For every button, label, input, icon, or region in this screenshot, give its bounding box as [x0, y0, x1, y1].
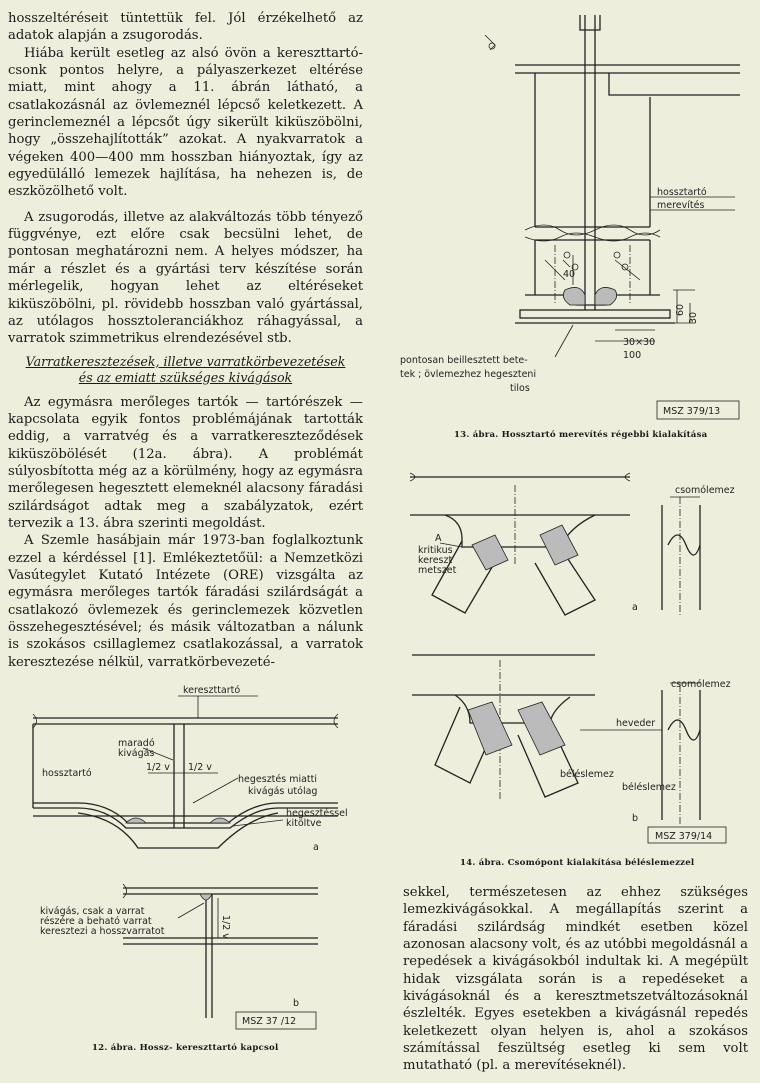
figure-14-label: csomólemez: [671, 679, 731, 690]
figure-12-label: 1/2 v: [146, 762, 170, 773]
figure-13-drawing: [395, 5, 745, 425]
figure-14-label: heveder: [616, 718, 656, 729]
figure-14-caption: 14. ábra. Csomópont kialakítása béléslemezzel: [460, 858, 695, 868]
figure-12-label: hegesztéssel kitöltve: [286, 808, 348, 829]
figure-12-drawing: [18, 678, 363, 1048]
figure-12-label: 1/2 v: [188, 762, 212, 773]
paragraph: Hiába került esetleg az alsó övön a kereszttartó-csonk pontos helyre, a pályaszerkezet eltérése miatt, mint ahogy a 11. ábrán látható, a csatlakozásnál az övlemeznél lépcső keletkezett. A gerinclemeznél a lépcsőt úgy sikerült kiküszöbölni, hogy „összehajlították” azokat. A nyakvarratok a végeken 400—400 mm hosszban hiányoztak, így az egyedülálló lemezek hajlítása, ha nehezen is, de eszközölhető volt.: [8, 45, 363, 200]
paragraph: Az egymásra merőleges tartók — tartórészek — kapcsolata egyik fontos problémájának tartották eddig, a varratvég és a varratkereszteződések kiküszöbölését (12a. ábra). A problémát súlyosbította még az a körülmény, hogy az egymásra merőlegesen hegesztett elemeknél alacsony fáradási szilárdságot adtak meg a szabályzatok, ezért tervezik a 13. ábra szerinti megoldást.: [8, 394, 363, 531]
figure-12-label: a: [313, 842, 319, 853]
figure-12-label: b: [293, 998, 300, 1009]
figure-13-standard-code: MSZ 379/13: [663, 406, 721, 417]
figure-13-label: 40: [563, 269, 576, 280]
figure-12-label: kivágás utólag: [248, 786, 318, 797]
figure-12-label: kivágás, csak a varrat részére a beható varrat keresztezi a hosszvarratot: [40, 906, 165, 937]
figure-14-label: béléslemez: [622, 782, 676, 793]
figure-13-label: 60: [675, 303, 686, 316]
heading-line-2: és az emiatt szükséges kivágások: [78, 369, 293, 385]
figure-13-label: merevítés: [657, 200, 705, 211]
figure-13-label: 100: [623, 350, 642, 361]
figure-12-label: kereszttartó: [183, 685, 241, 696]
paragraph: hosszeltéréseit tüntettük fel. Jól érzékelhető az adatok alapján a zsugorodás.: [8, 11, 363, 44]
figure-14-label: A: [435, 533, 442, 544]
right-column: [403, 884, 748, 1075]
figure-13-label: tek ; övlemezhez hegeszteni: [400, 369, 537, 380]
figure-14-label: béléslemez: [560, 769, 614, 780]
figure-14-drawing: [400, 465, 750, 855]
figure-12-standard-code: MSZ 37 /12: [242, 1016, 297, 1027]
heading-line-1: Varratkeresztezések, illetve varratkörbevezetések: [25, 353, 346, 369]
paragraph: A Szemle hasábjain már 1973-ban foglalkoztunk ezzel a kérdéssel [1]. Emlékeztetőül: a Nemzetközi Vasútegylet Kutató Intézete (ORE) vizsgálta az egymásra merőleges tartók fáradási szilárdságát a csatlakozó övlemezek és gerinclemezek közvetlen összehegesztésével; és másik változatban a nálunk is szokásos csillaglemez csatlakozással, a varratok keresztezése nélkül, varratkörbevezeté-: [8, 533, 363, 670]
section-heading: [8, 354, 363, 386]
figure-14-standard-code: MSZ 379/14: [655, 831, 713, 842]
figure-14-label: kritikus kereszt metszet: [418, 545, 457, 576]
figure-12-caption: 12. ábra. Hossz- kereszttartó kapcsol: [92, 1043, 279, 1053]
figure-12-label: 1/2 v: [220, 915, 231, 939]
figure-13-label: 30: [688, 311, 699, 324]
paragraph: sekkel, természetesen az ehhez szükséges lemezkivágásokkal. A megállapítás szerint a fáradási szilárdság mindkét esetben közel azonosan alacsony volt, és az utóbbi megoldásnál a repedések a kivágásokból indultak ki. A megépült hidak vizsgálata során is a repedéseket a kivágásoknál és a keresztmetszetváltozásoknál észlelték. Egyes esetekben a kivágásnál repedés keletkezett olyan helyen is, ahol a szokásos számítással feszültség esetleg ki sem volt mutatható (pl. a merevítéseknél).: [403, 885, 748, 1074]
figure-14-label: csomólemez: [675, 485, 735, 496]
figure-12-label: hossztartó: [42, 768, 92, 779]
figure-12-label: hegesztés miatti: [238, 774, 318, 785]
figure-12-label: maradó kivágás: [118, 738, 155, 759]
figure-13-label: hossztartó: [657, 187, 707, 198]
left-column: [8, 10, 363, 671]
figure-13-label: tilos: [510, 383, 530, 394]
figure-13-label: 30×30: [623, 337, 656, 348]
figure-14-label: b: [632, 813, 639, 824]
figure-13-label: pontosan beillesztett bete-: [400, 355, 528, 366]
figure-13-caption: 13. ábra. Hossztartó merevítés régebbi kialakítása: [454, 430, 708, 440]
paragraph: A zsugorodás, illetve az alakváltozás több tényező függvénye, ezt előre csak becsülni lehet, de pontosan meghatározni nem. A helyes módszer, ha már a részlet és a gyártási terv készítése során mérlegelik, hogyan lehet az eltéréseket kiküszöbölni, pl. rövidebb hosszban való gyártással, az utólagos hossztoleranciákhoz ráhagyással, a varratok szimmetrikus elrendezésével stb.: [8, 209, 363, 347]
figure-14-label: a: [632, 602, 638, 613]
